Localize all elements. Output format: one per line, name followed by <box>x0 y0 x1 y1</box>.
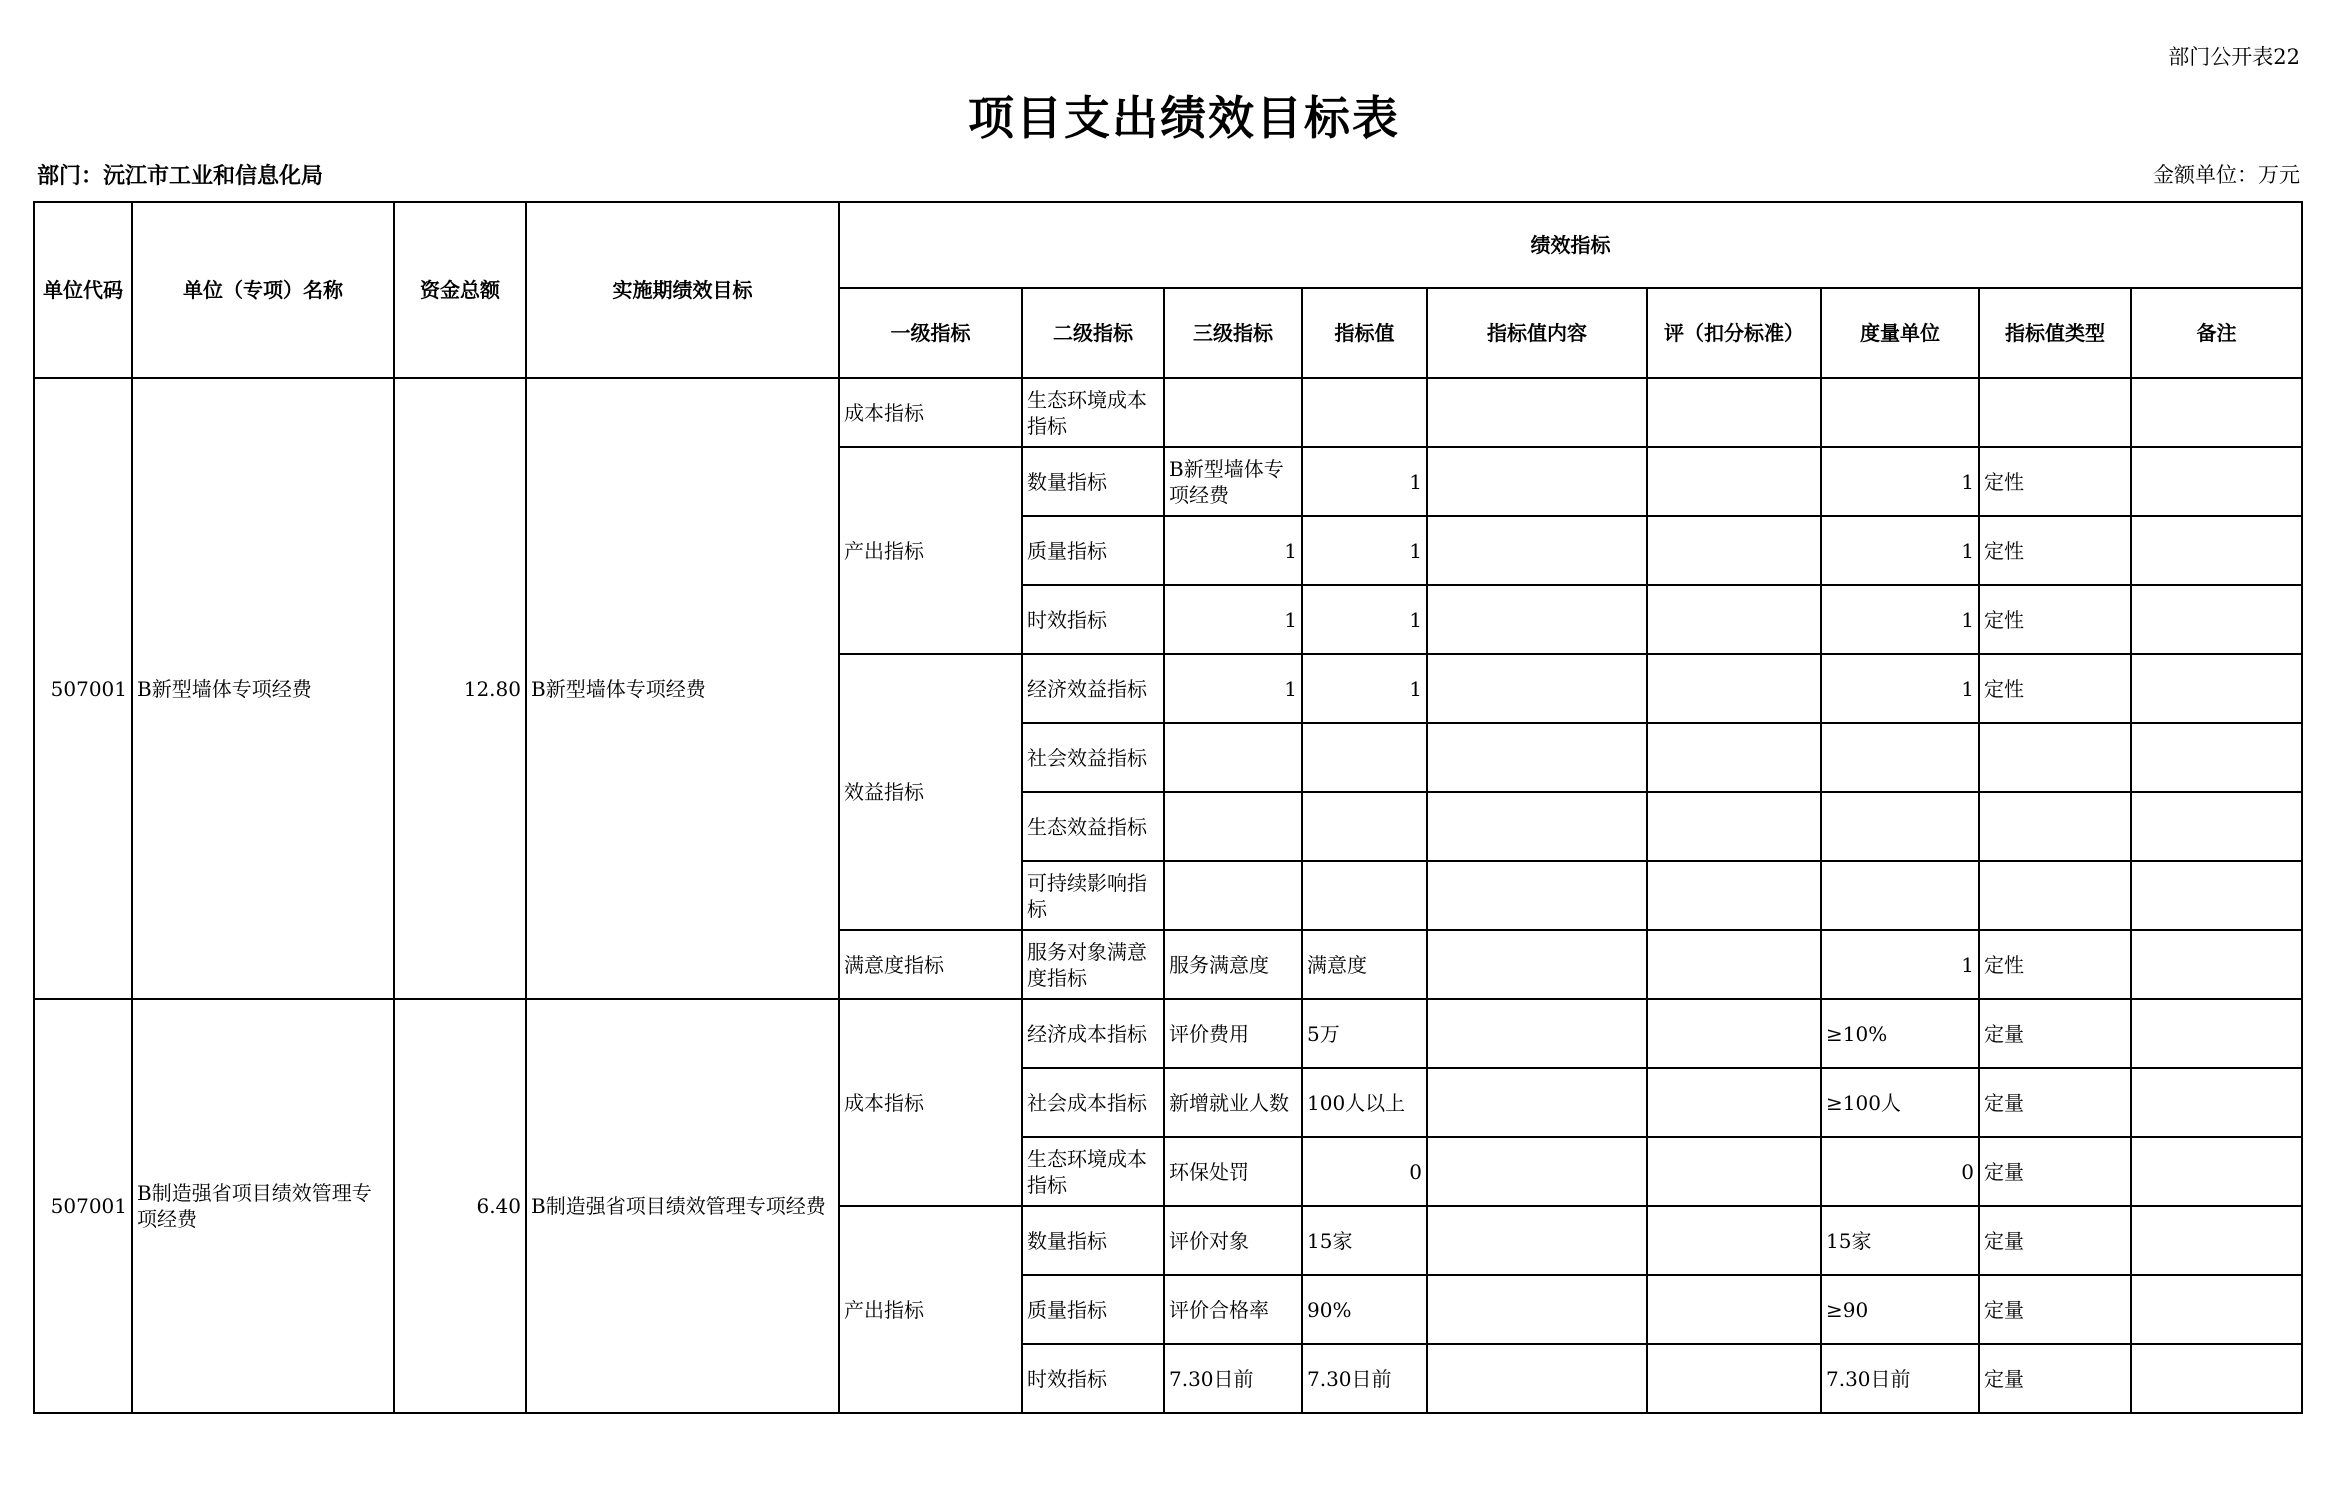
level1-cell: 满意度指标 <box>839 930 1022 999</box>
measure-unit-cell: 1 <box>1821 930 1979 999</box>
unit-code-cell: 507001 <box>34 378 132 999</box>
value-content-cell <box>1427 516 1647 585</box>
value-type-cell: 定性 <box>1979 654 2131 723</box>
col-header-value-type: 指标值类型 <box>1979 288 2131 378</box>
remark-cell <box>2131 861 2302 930</box>
remark-cell <box>2131 654 2302 723</box>
level3-cell: 新增就业人数 <box>1164 1068 1302 1137</box>
value-cell: 1 <box>1302 654 1427 723</box>
level3-cell: 1 <box>1164 516 1302 585</box>
level1-cell: 成本指标 <box>839 999 1022 1206</box>
value-cell <box>1302 723 1427 792</box>
measure-unit-cell: 7.30日前 <box>1821 1344 1979 1413</box>
col-header-indicators: 绩效指标 <box>839 202 2302 288</box>
value-type-cell <box>1979 723 2131 792</box>
col-header-measure-unit: 度量单位 <box>1821 288 1979 378</box>
value-cell: 1 <box>1302 447 1427 516</box>
unit-name-cell: B新型墙体专项经费 <box>132 378 394 999</box>
value-cell <box>1302 861 1427 930</box>
measure-unit-cell <box>1821 723 1979 792</box>
measure-unit-cell <box>1821 792 1979 861</box>
scoring-cell <box>1647 1275 1821 1344</box>
value-content-cell <box>1427 654 1647 723</box>
value-cell: 满意度 <box>1302 930 1427 999</box>
level1-cell: 产出指标 <box>839 447 1022 654</box>
value-type-cell: 定量 <box>1979 999 2131 1068</box>
col-header-remark: 备注 <box>2131 288 2302 378</box>
unit-name-cell: B制造强省项目绩效管理专项经费 <box>132 999 394 1413</box>
level3-cell: 7.30日前 <box>1164 1344 1302 1413</box>
col-header-total-funds: 资金总额 <box>394 202 526 378</box>
level1-cell: 产出指标 <box>839 1206 1022 1413</box>
value-type-cell: 定性 <box>1979 930 2131 999</box>
value-cell <box>1302 378 1427 447</box>
value-content-cell <box>1427 585 1647 654</box>
remark-cell <box>2131 1068 2302 1137</box>
value-content-cell <box>1427 1344 1647 1413</box>
scoring-cell <box>1647 1206 1821 1275</box>
scoring-cell <box>1647 1344 1821 1413</box>
value-cell <box>1302 792 1427 861</box>
measure-unit-cell: 1 <box>1821 516 1979 585</box>
col-header-scoring: 评（扣分标准） <box>1647 288 1821 378</box>
value-content-cell <box>1427 1068 1647 1137</box>
scoring-cell <box>1647 516 1821 585</box>
goal-cell: B新型墙体专项经费 <box>526 378 839 999</box>
col-header-goal: 实施期绩效目标 <box>526 202 839 378</box>
remark-cell <box>2131 1137 2302 1206</box>
col-header-unit-name: 单位（专项）名称 <box>132 202 394 378</box>
level2-cell: 生态环境成本指标 <box>1022 1137 1164 1206</box>
scoring-cell <box>1647 930 1821 999</box>
level1-cell: 成本指标 <box>839 378 1022 447</box>
col-header-unit-code: 单位代码 <box>34 202 132 378</box>
value-type-cell <box>1979 792 2131 861</box>
value-content-cell <box>1427 861 1647 930</box>
measure-unit-cell: 15家 <box>1821 1206 1979 1275</box>
page-title: 项目支出绩效目标表 <box>968 91 1400 145</box>
col-header-value-content: 指标值内容 <box>1427 288 1647 378</box>
value-type-cell: 定量 <box>1979 1137 2131 1206</box>
measure-unit-cell <box>1821 378 1979 447</box>
scoring-cell <box>1647 1137 1821 1206</box>
remark-cell <box>2131 1206 2302 1275</box>
remark-cell <box>2131 792 2302 861</box>
value-type-cell <box>1979 861 2131 930</box>
level2-cell: 社会成本指标 <box>1022 1068 1164 1137</box>
col-header-level2: 二级指标 <box>1022 288 1164 378</box>
value-content-cell <box>1427 999 1647 1068</box>
level3-cell: 1 <box>1164 654 1302 723</box>
scoring-cell <box>1647 378 1821 447</box>
level2-cell: 时效指标 <box>1022 1344 1164 1413</box>
form-number: 部门公开表22 <box>2168 45 2300 69</box>
value-type-cell: 定量 <box>1979 1206 2131 1275</box>
remark-cell <box>2131 516 2302 585</box>
remark-cell <box>2131 999 2302 1068</box>
value-cell: 15家 <box>1302 1206 1427 1275</box>
level2-cell: 生态效益指标 <box>1022 792 1164 861</box>
value-content-cell <box>1427 723 1647 792</box>
performance-goal-table <box>33 201 2303 1414</box>
measure-unit-cell: 0 <box>1821 1137 1979 1206</box>
value-cell: 7.30日前 <box>1302 1344 1427 1413</box>
remark-cell <box>2131 1344 2302 1413</box>
level2-cell: 服务对象满意度指标 <box>1022 930 1164 999</box>
scoring-cell <box>1647 447 1821 516</box>
level3-cell <box>1164 792 1302 861</box>
level2-cell: 数量指标 <box>1022 1206 1164 1275</box>
level2-cell: 社会效益指标 <box>1022 723 1164 792</box>
level3-cell: 服务满意度 <box>1164 930 1302 999</box>
value-type-cell: 定性 <box>1979 516 2131 585</box>
measure-unit-cell: ≥90 <box>1821 1275 1979 1344</box>
level3-cell: 评价合格率 <box>1164 1275 1302 1344</box>
unit-code-cell: 507001 <box>34 999 132 1413</box>
level3-cell <box>1164 378 1302 447</box>
value-type-cell: 定量 <box>1979 1344 2131 1413</box>
value-cell: 5万 <box>1302 999 1427 1068</box>
department-label: 部门：沅江市工业和信息化局 <box>37 163 324 189</box>
value-content-cell <box>1427 1137 1647 1206</box>
total-funds-cell: 6.40 <box>394 999 526 1413</box>
level2-cell: 生态环境成本指标 <box>1022 378 1164 447</box>
value-content-cell <box>1427 930 1647 999</box>
value-content-cell <box>1427 1275 1647 1344</box>
value-type-cell: 定性 <box>1979 585 2131 654</box>
level2-cell: 质量指标 <box>1022 1275 1164 1344</box>
level2-cell: 经济成本指标 <box>1022 999 1164 1068</box>
level3-cell: 1 <box>1164 585 1302 654</box>
value-type-cell: 定量 <box>1979 1275 2131 1344</box>
level3-cell: 环保处罚 <box>1164 1137 1302 1206</box>
goal-cell: B制造强省项目绩效管理专项经费 <box>526 999 839 1413</box>
measure-unit-cell: 1 <box>1821 585 1979 654</box>
measure-unit-cell: ≥100人 <box>1821 1068 1979 1137</box>
table-row <box>34 378 2302 447</box>
remark-cell <box>2131 930 2302 999</box>
level2-cell: 可持续影响指标 <box>1022 861 1164 930</box>
value-content-cell <box>1427 792 1647 861</box>
level3-cell: 评价对象 <box>1164 1206 1302 1275</box>
remark-cell <box>2131 378 2302 447</box>
total-funds-cell: 12.80 <box>394 378 526 999</box>
scoring-cell <box>1647 585 1821 654</box>
scoring-cell <box>1647 861 1821 930</box>
scoring-cell <box>1647 1068 1821 1137</box>
value-cell: 1 <box>1302 516 1427 585</box>
remark-cell <box>2131 585 2302 654</box>
level2-cell: 数量指标 <box>1022 447 1164 516</box>
value-cell: 0 <box>1302 1137 1427 1206</box>
col-header-level3: 三级指标 <box>1164 288 1302 378</box>
measure-unit-cell <box>1821 861 1979 930</box>
value-cell: 100人以上 <box>1302 1068 1427 1137</box>
measure-unit-cell: 1 <box>1821 654 1979 723</box>
level3-cell <box>1164 861 1302 930</box>
level2-cell: 经济效益指标 <box>1022 654 1164 723</box>
value-content-cell <box>1427 447 1647 516</box>
scoring-cell <box>1647 654 1821 723</box>
col-header-level1: 一级指标 <box>839 288 1022 378</box>
value-type-cell <box>1979 378 2131 447</box>
level3-cell: B新型墙体专项经费 <box>1164 447 1302 516</box>
table-row <box>34 999 2302 1068</box>
remark-cell <box>2131 1275 2302 1344</box>
value-cell: 90% <box>1302 1275 1427 1344</box>
remark-cell <box>2131 447 2302 516</box>
level1-cell: 效益指标 <box>839 654 1022 930</box>
value-cell: 1 <box>1302 585 1427 654</box>
value-type-cell: 定性 <box>1979 447 2131 516</box>
level3-cell: 评价费用 <box>1164 999 1302 1068</box>
currency-unit-label: 金额单位：万元 <box>2153 163 2300 187</box>
scoring-cell <box>1647 792 1821 861</box>
scoring-cell <box>1647 723 1821 792</box>
measure-unit-cell: 1 <box>1821 447 1979 516</box>
value-type-cell: 定量 <box>1979 1068 2131 1137</box>
level3-cell <box>1164 723 1302 792</box>
value-content-cell <box>1427 1206 1647 1275</box>
value-content-cell <box>1427 378 1647 447</box>
measure-unit-cell: ≥10% <box>1821 999 1979 1068</box>
col-header-value: 指标值 <box>1302 288 1427 378</box>
scoring-cell <box>1647 999 1821 1068</box>
level2-cell: 时效指标 <box>1022 585 1164 654</box>
level2-cell: 质量指标 <box>1022 516 1164 585</box>
remark-cell <box>2131 723 2302 792</box>
